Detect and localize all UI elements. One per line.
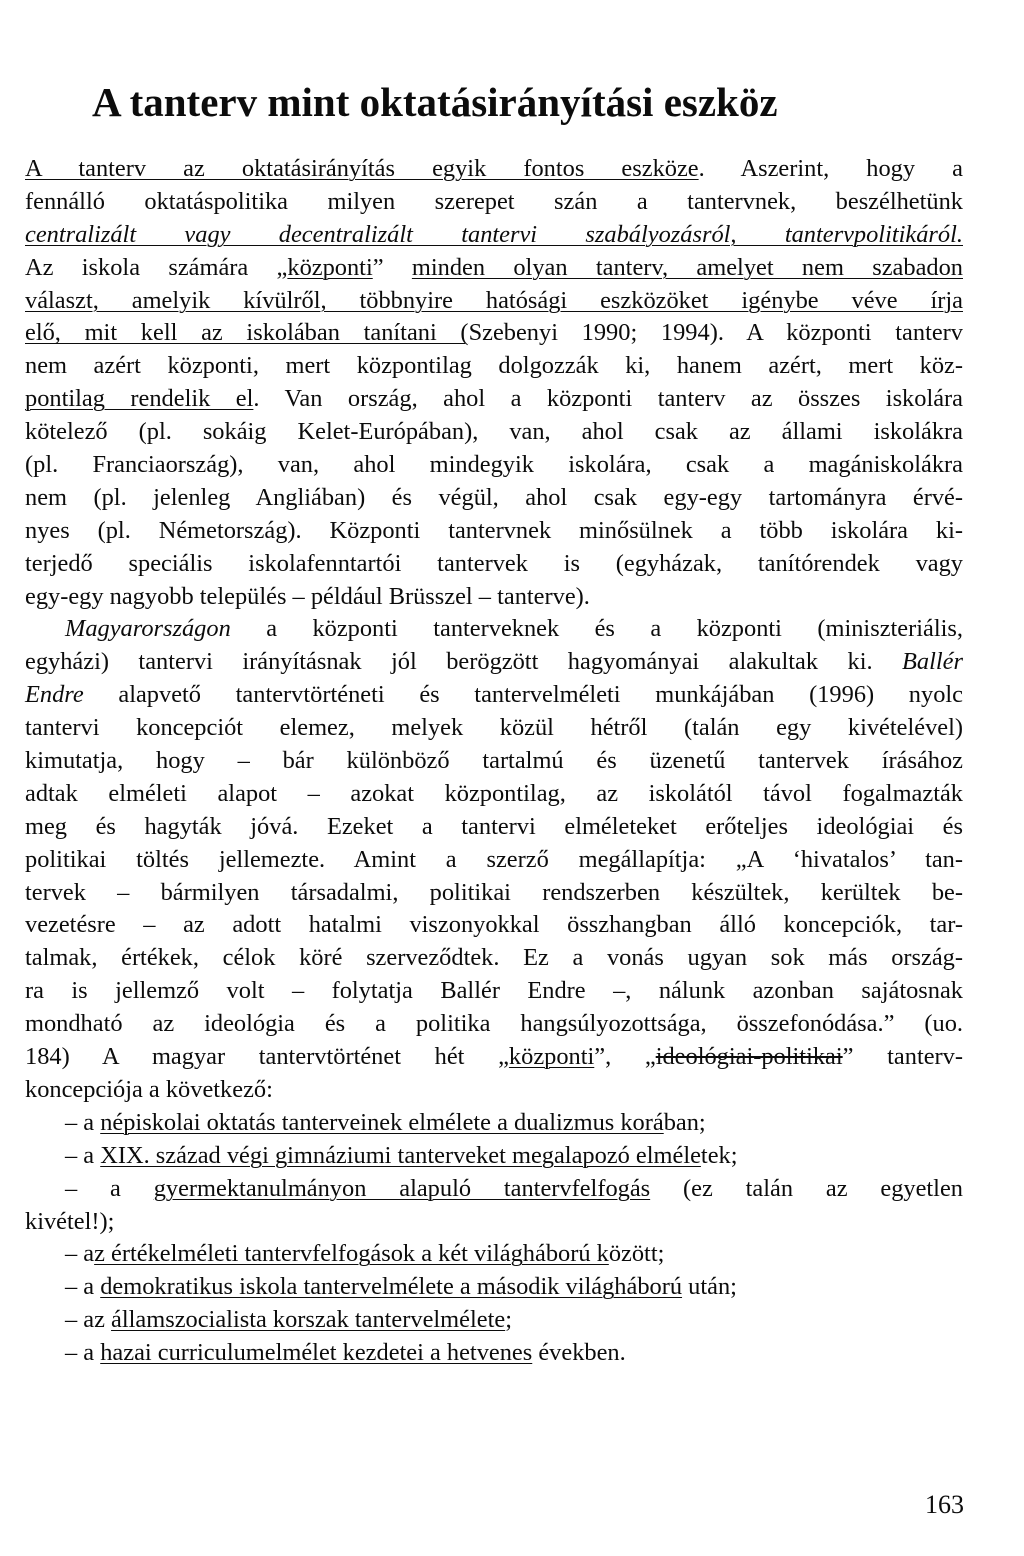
text-line: tantervi koncepciót elemez, melyek közül hétről (talán egy kivételével) <box>25 714 963 742</box>
struck-through-text: ideológiai-politikai <box>655 1043 843 1071</box>
text-line <box>25 252 963 285</box>
text-line <box>25 1041 963 1074</box>
underlined-italic-text: centralizált vagy decentralizált tantervi szabályozásról, tantervpolitikáról. <box>25 220 963 248</box>
text-span: a központi tanterveknek és a központi (miniszteriális, <box>230 615 963 643</box>
text-span: Szebenyi 1990; 1994). A központi tanterv <box>468 319 963 347</box>
chapter-title: A tanterv mint oktatásirányítási eszköz <box>92 79 778 125</box>
underlined-text: gyermektanulmányon alapuló tantervfelfogás <box>153 1174 651 1202</box>
page-number: 163 <box>925 1490 964 1519</box>
underlined-text: pontilag rendelik el <box>25 385 254 413</box>
underlined-text: hazai curriculumelmélet kezdetei a hetvenes <box>100 1339 533 1367</box>
list-item <box>25 1337 963 1370</box>
text-line: nem azért központi, mert központilag dolgozzák ki, hanem azért, mert köz- <box>25 352 963 380</box>
text-line <box>25 317 963 350</box>
list-item <box>25 1238 963 1271</box>
text-line: tervek – bármilyen társadalmi, politikai rendszerben készültek, kerültek be- <box>25 878 963 906</box>
text-span: ; <box>505 1306 512 1334</box>
paragraph-1 <box>25 153 963 613</box>
text-span: . Aszerint, hogy a <box>698 155 963 182</box>
text-span: 184) A magyar tantervtörténet hét „ <box>25 1043 509 1071</box>
text-span: – a <box>65 1339 101 1367</box>
italic-text: Ballér <box>902 648 963 676</box>
text-span: ban; <box>663 1108 706 1136</box>
text-line: terjedő speciális iskolafenntartói tantervek is (egyházak, tanítórendek vagy <box>25 549 963 577</box>
text-line: nem (pl. jelenleg Angliában) és végül, ahol csak egy-egy tartományra érvé- <box>25 483 963 511</box>
text-span: ” <box>372 253 412 281</box>
list-item <box>25 1140 963 1173</box>
text-span: Az iskola számára „ <box>25 253 288 281</box>
text-line: nyes (pl. Németország). Központi tantervnek minősülnek a több iskolára ki- <box>25 516 963 544</box>
underlined-text: népiskolai oktatás tanterveinek elmélete a dualizmus korá <box>100 1108 664 1136</box>
text-line: koncepciója a következő: <box>25 1075 273 1103</box>
list-item <box>25 1173 963 1206</box>
list-item <box>25 1271 963 1304</box>
book-page <box>25 0 963 1556</box>
text-line: fennálló oktatáspolitika milyen szerepet szán a tantervnek, beszélhetünk <box>25 187 963 215</box>
underlined-text: központi <box>287 253 373 281</box>
text-span: – a <box>65 1174 154 1202</box>
list-item-continuation <box>25 1206 963 1239</box>
text-span: – a <box>65 1108 101 1136</box>
text-span: – a <box>65 1273 101 1301</box>
text-line: politikai töltés jellemezte. Amint a szerző megállapítja: „A ‘hivatalos’ tan- <box>25 845 963 873</box>
text-span: – az <box>65 1306 112 1334</box>
text-line: kötelező (pl. sokáig Kelet-Európában), van, ahol csak az állami iskolákra <box>25 418 963 446</box>
text-span: ”, „ <box>594 1043 656 1071</box>
text-span: után; <box>682 1273 737 1301</box>
text-line: ra is jellemző volt – folytatja Ballér Endre –, nálunk azonban sajátosnak <box>25 977 963 1005</box>
text-span: tek; <box>700 1141 738 1169</box>
text-span: években. <box>532 1339 626 1367</box>
underlined-text: minden olyan tanterv, amelyet nem szabadon <box>411 253 963 281</box>
text-span: – a <box>65 1240 95 1268</box>
italic-text: Magyarországon <box>65 615 231 643</box>
text-line: kimutatja, hogy – bár különböző tartalmú és üzenetű tantervek írásához <box>25 747 963 775</box>
text-line: adtak elméleti alapot – azokat központilag, az iskolától távol fogalmazták <box>25 779 963 807</box>
underlined-text: elő, mit kell az iskolában tanítani ( <box>25 319 469 347</box>
text-line <box>25 383 963 416</box>
list-item <box>25 1107 963 1140</box>
text-span: alapvető tantervtörténeti és tantervelméleti munkájában (1996) nyolc <box>83 681 963 709</box>
text-line: választ, amelyik kívülről, többnyire hatósági eszközöket igénybe véve írja <box>25 286 963 314</box>
text-span: egyházi) tantervi irányításnak jól berögzött hagyományai alakultak ki. <box>25 648 903 676</box>
text-span: kivétel!); <box>25 1207 115 1235</box>
underlined-text: központi <box>508 1043 595 1071</box>
text-span: . Van ország, ahol a központi tanterv az összes iskolára <box>253 385 963 413</box>
text-line <box>25 613 963 646</box>
underlined-text: z értékelméleti tantervfelfogások a két világháború k <box>94 1240 609 1268</box>
text-span: ” tanterv- <box>842 1043 963 1071</box>
text-line <box>25 646 963 679</box>
underlined-text: A tanterv az oktatásirányítás egyik fontos eszköze <box>25 155 699 182</box>
paragraph-2 <box>25 613 963 1106</box>
text-line: meg és hagyták jóvá. Ezeket a tantervi elméleteket erőteljes ideológiai és <box>25 812 963 840</box>
text-line: egy-egy nagyobb település – például Brüsszel – tanterve). <box>25 582 590 610</box>
conception-list <box>25 1107 963 1370</box>
text-line: mondható az ideológia és a politika hangsúlyozottsága, összefonódása.” (uo. <box>25 1010 963 1038</box>
list-item <box>25 1304 963 1337</box>
text-line: talmak, értékek, célok köré szerveződtek. Ez a vonás ugyan sok más ország- <box>25 944 963 972</box>
text-span: – a <box>65 1141 101 1169</box>
body-text <box>25 153 963 1370</box>
text-line: vezetésre – az adott hatalmi viszonyokkal összhangban álló koncepciók, tar- <box>25 911 963 939</box>
underlined-text: államszocialista korszak tantervelmélete <box>111 1306 506 1334</box>
text-line <box>25 219 963 252</box>
underlined-text: XIX. század végi gimnáziumi tanterveket megalapozó elméle <box>100 1141 701 1169</box>
text-line <box>25 153 963 186</box>
italic-text: Endre <box>25 681 84 709</box>
underlined-text: demokratikus iskola tantervelmélete a második világháború <box>100 1273 683 1301</box>
text-span: (ez talán az egyetlen <box>650 1174 963 1202</box>
text-span: özött; <box>608 1240 665 1268</box>
text-line <box>25 679 963 712</box>
text-line: (pl. Franciaország), van, ahol mindegyik iskolára, csak a magániskolákra <box>25 451 963 479</box>
